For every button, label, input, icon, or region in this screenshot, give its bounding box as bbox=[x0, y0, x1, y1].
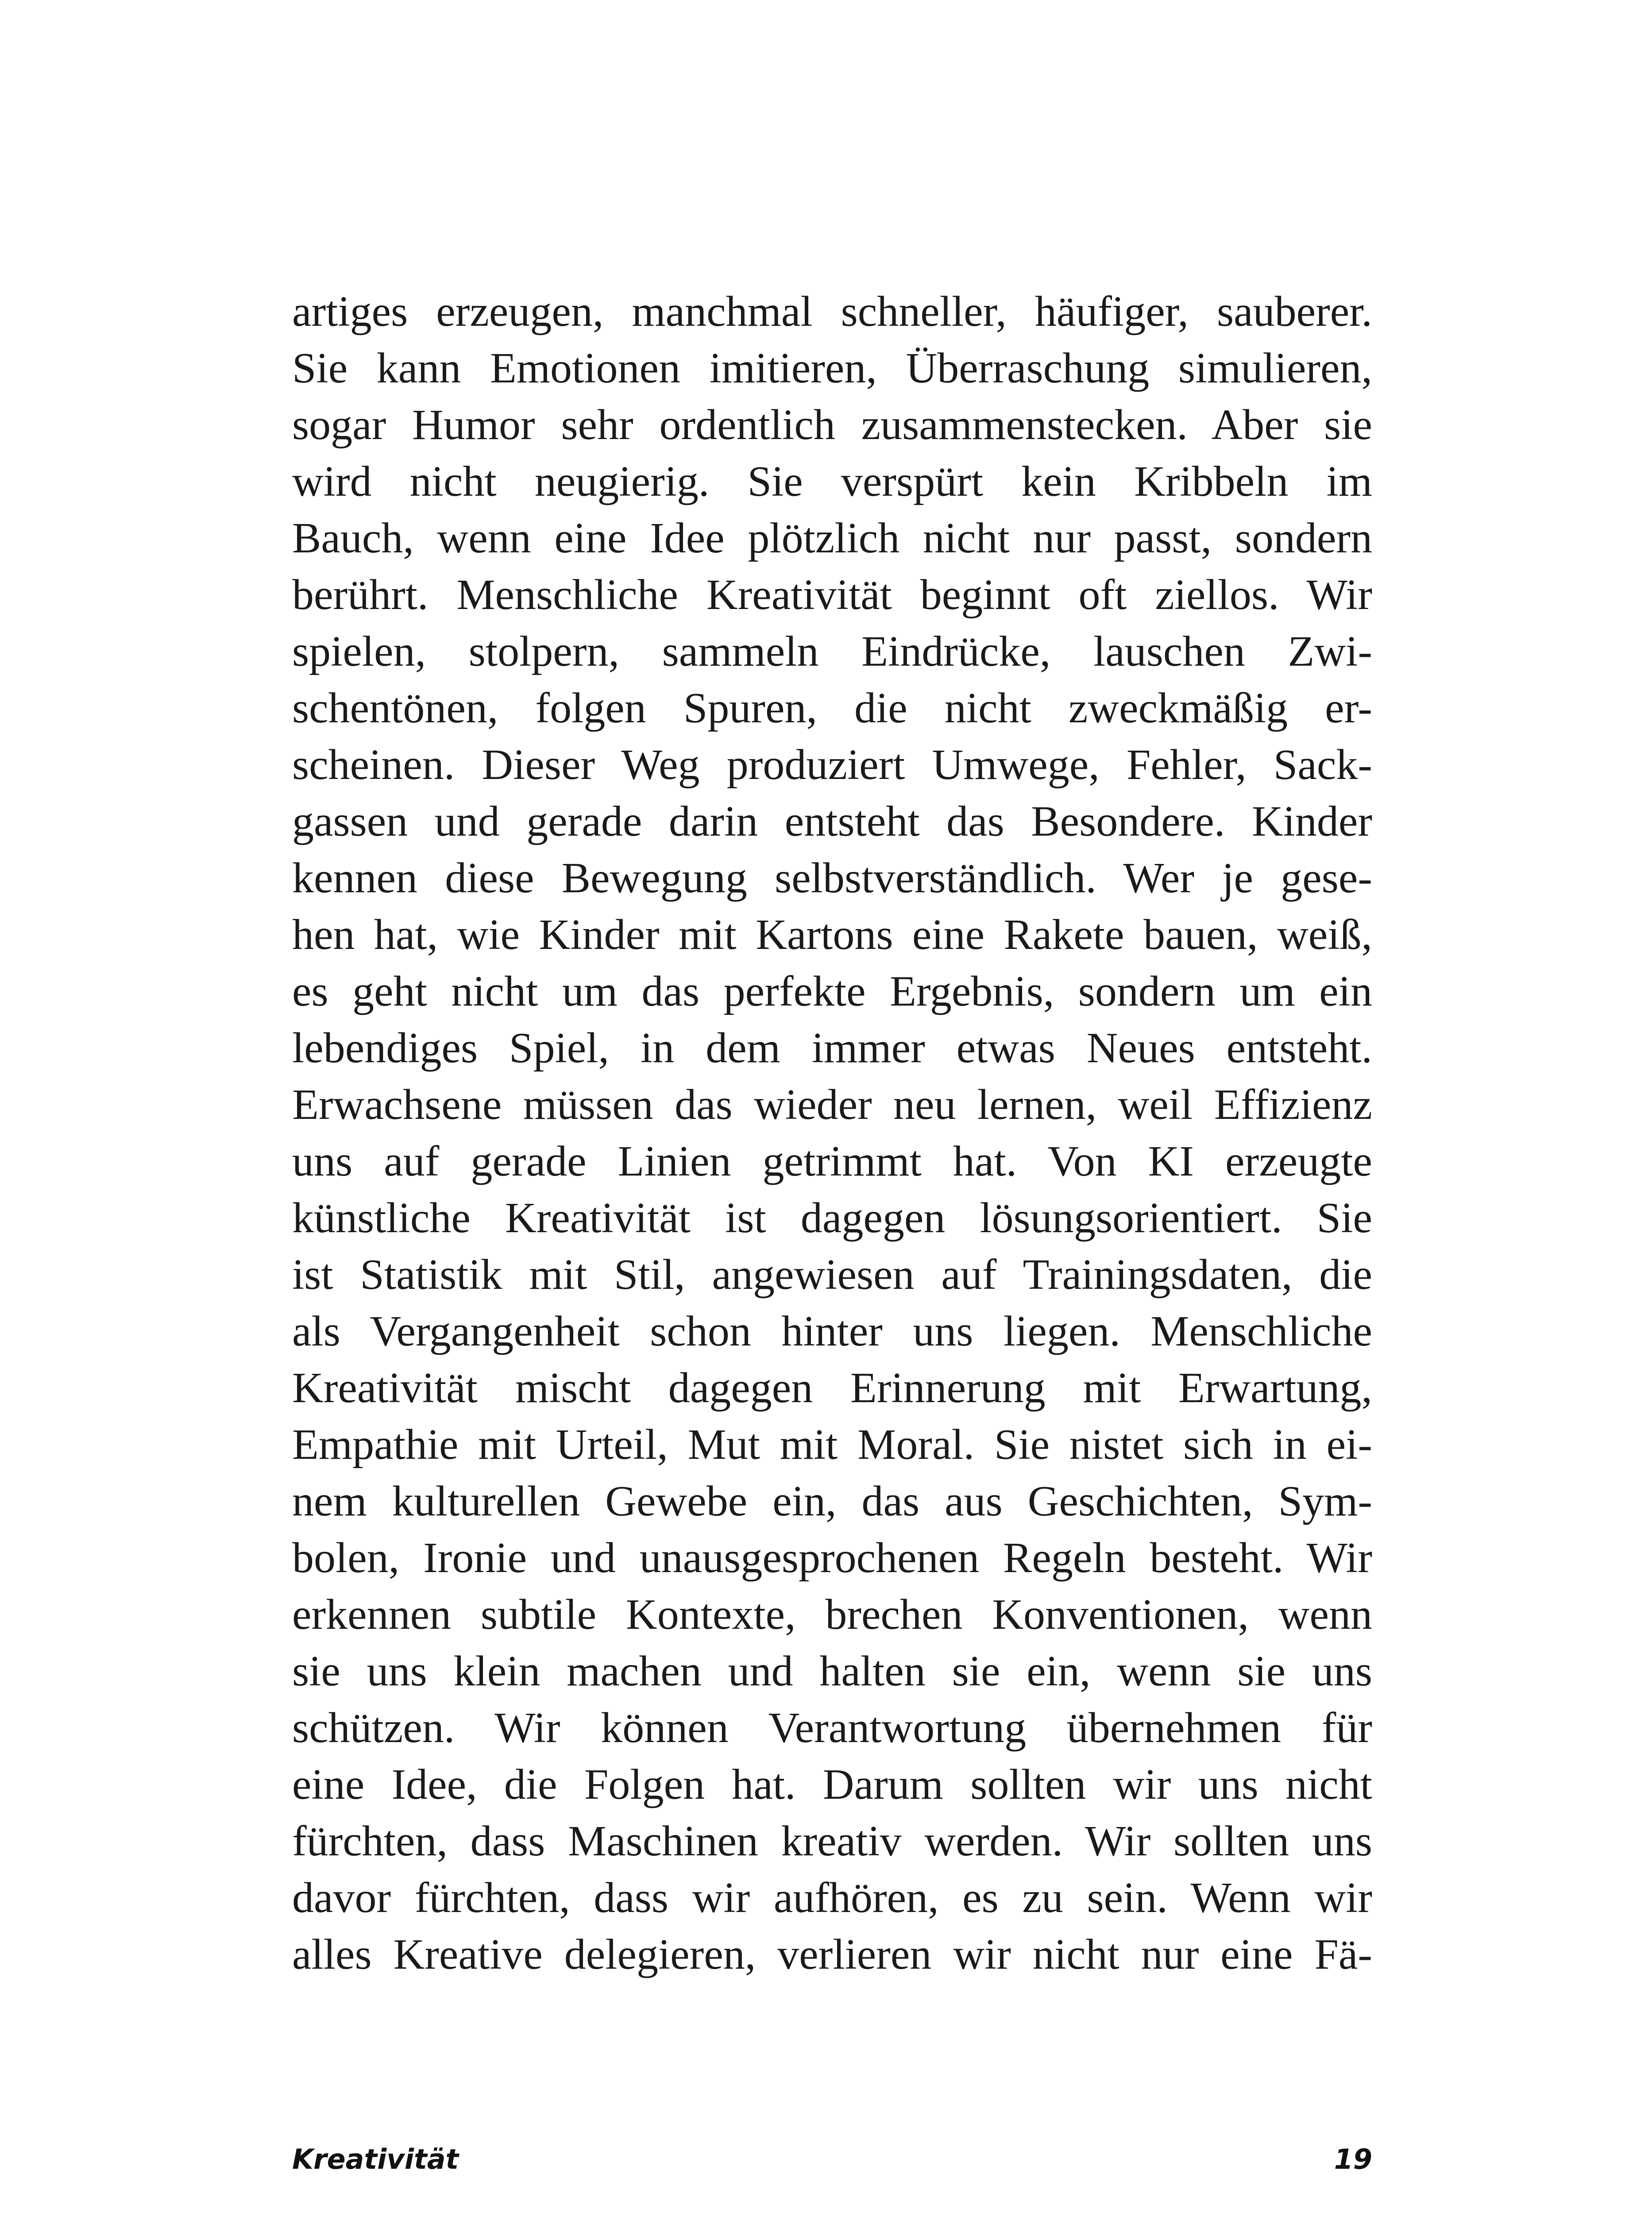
text-line: hen hat, wie Kinder mit Kartons eine Rakete bauen, weiß, bbox=[292, 911, 1372, 959]
text-line: Empathie mit Urteil, Mut mit Moral. Sie nistet sich in ei- bbox=[292, 1421, 1372, 1469]
text-line: fürchten, dass Maschinen kreativ werden. Wir sollten uns bbox=[292, 1817, 1372, 1865]
text-line: uns auf gerade Linien getrimmt hat. Von KI erzeugte bbox=[292, 1137, 1372, 1185]
text-line: künstliche Kreativität ist dagegen lösungsorientiert. Sie bbox=[292, 1194, 1372, 1242]
text-line: schentönen, folgen Spuren, die nicht zweckmäßig er- bbox=[292, 684, 1372, 732]
text-line: bolen, Ironie und unausgesprochenen Regeln besteht. Wir bbox=[292, 1534, 1372, 1582]
running-footer-title: Kreativität bbox=[292, 2143, 459, 2175]
text-line: ist Statistik mit Stil, angewiesen auf Trainingsdaten, die bbox=[292, 1251, 1372, 1299]
page-footer bbox=[292, 2143, 1372, 2183]
text-line: Sie kann Emotionen imitieren, Überraschung simulieren, bbox=[292, 344, 1372, 392]
text-line: Erwachsene müssen das wieder neu lernen, weil Effizienz bbox=[292, 1081, 1372, 1129]
text-line: spielen, stolpern, sammeln Eindrücke, lauschen Zwi- bbox=[292, 628, 1372, 675]
text-line: erkennen subtile Kontexte, brechen Konventionen, wenn bbox=[292, 1591, 1372, 1639]
text-line: eine Idee, die Folgen hat. Darum sollten wir uns nicht bbox=[292, 1761, 1372, 1808]
text-line: sie uns klein machen und halten sie ein, wenn sie uns bbox=[292, 1647, 1372, 1695]
text-line: artiges erzeugen, manchmal schneller, häufiger, sauberer. bbox=[292, 288, 1372, 335]
text-line: gassen und gerade darin entsteht das Besondere. Kinder bbox=[292, 798, 1372, 845]
text-line: schützen. Wir können Verantwortung übernehmen für bbox=[292, 1704, 1372, 1752]
text-line: kennen diese Bewegung selbstverständlich. Wer je gese- bbox=[292, 854, 1372, 902]
text-line: als Vergangenheit schon hinter uns liegen. Menschliche bbox=[292, 1307, 1372, 1355]
page-number: 19 bbox=[1334, 2143, 1372, 2175]
text-line: lebendiges Spiel, in dem immer etwas Neues entsteht. bbox=[292, 1024, 1372, 1072]
text-line: sogar Humor sehr ordentlich zusammenstecken. Aber sie bbox=[292, 401, 1372, 449]
text-line: Bauch, wenn eine Idee plötzlich nicht nur passt, sondern bbox=[292, 514, 1372, 562]
text-line: scheinen. Dieser Weg produziert Umwege, Fehler, Sack- bbox=[292, 741, 1372, 789]
text-line: es geht nicht um das perfekte Ergebnis, sondern um ein bbox=[292, 968, 1372, 1015]
text-line: davor fürchten, dass wir aufhören, es zu sein. Wenn wir bbox=[292, 1874, 1372, 1922]
text-line: nem kulturellen Gewebe ein, das aus Geschichten, Sym- bbox=[292, 1477, 1372, 1525]
text-line: berührt. Menschliche Kreativität beginnt oft ziellos. Wir bbox=[292, 571, 1372, 619]
text-line: alles Kreative delegieren, verlieren wir nicht nur eine Fä- bbox=[292, 1931, 1372, 1978]
body-text bbox=[292, 283, 1372, 1983]
text-line: Kreativität mischt dagegen Erinnerung mit Erwartung, bbox=[292, 1364, 1372, 1412]
text-line: wird nicht neugierig. Sie verspürt kein Kribbeln im bbox=[292, 458, 1372, 505]
